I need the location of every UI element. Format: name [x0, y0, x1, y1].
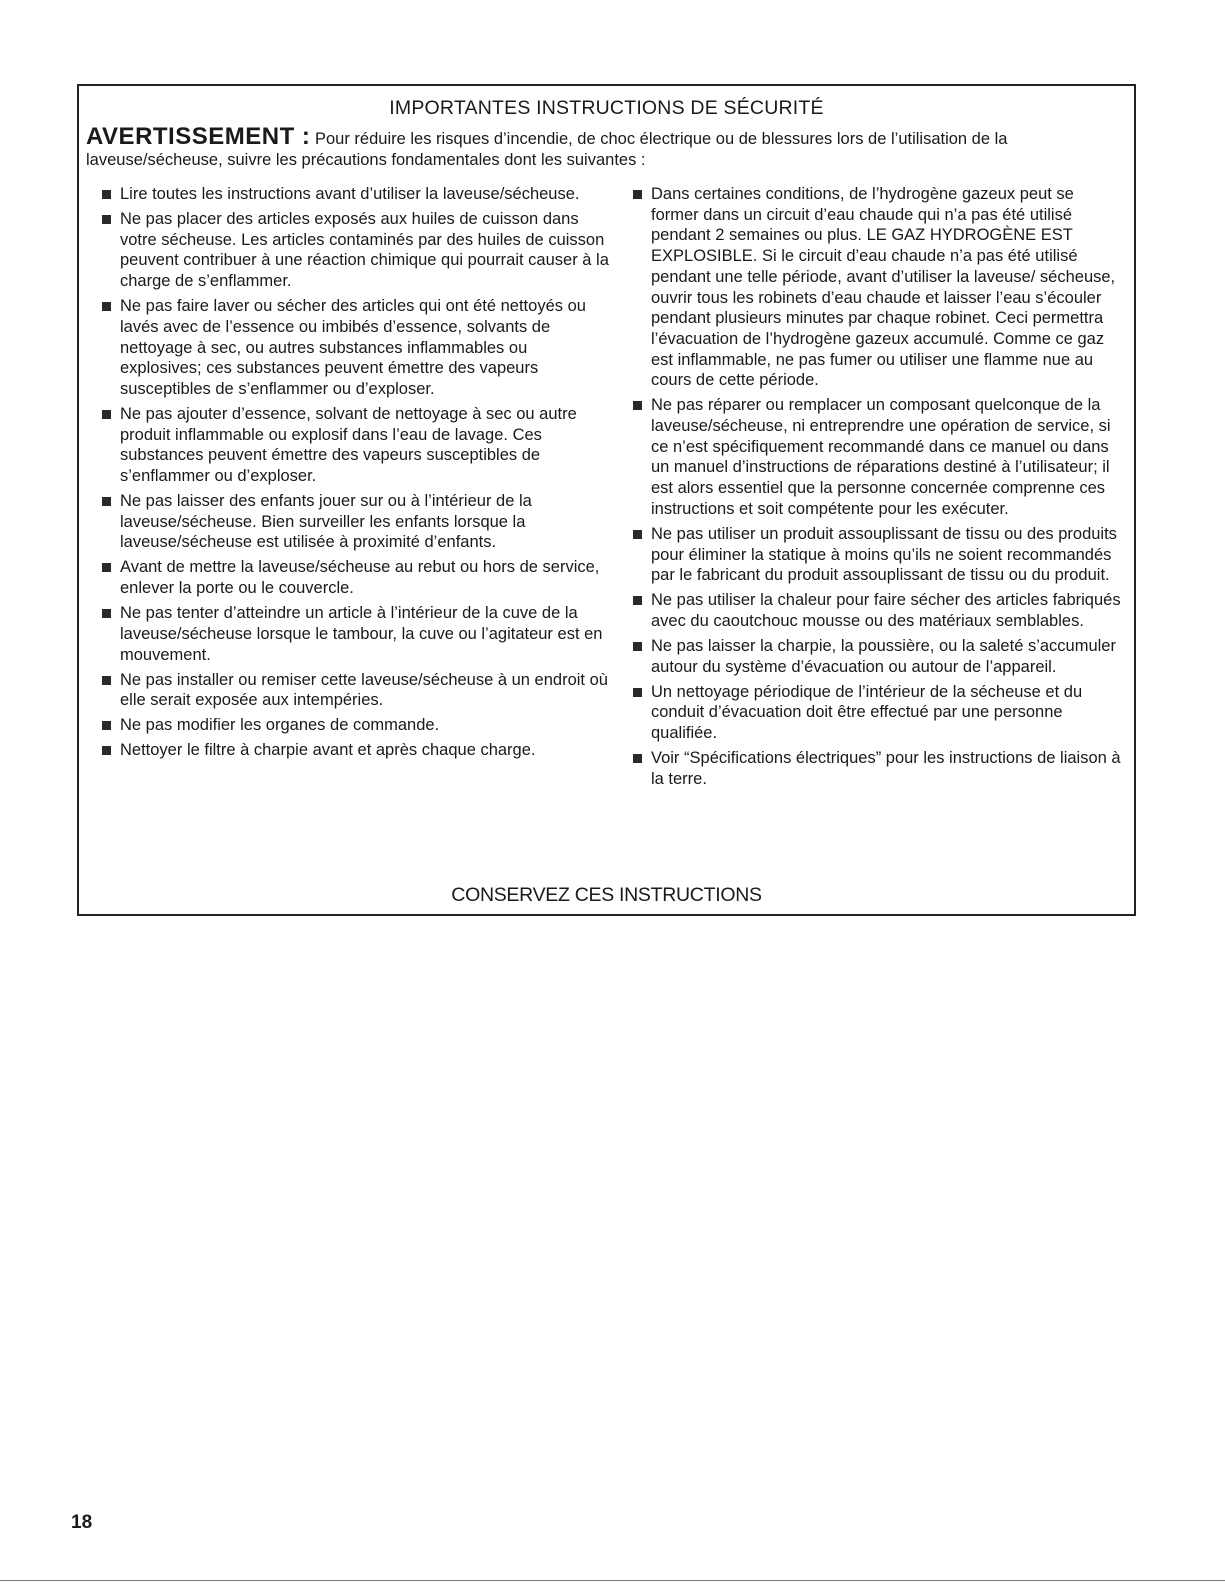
page-bottom-rule	[0, 1580, 1225, 1581]
square-bullet-icon	[102, 190, 111, 199]
list-item-text: Ne pas utiliser un produit assouplissant de tissu ou des produits pour éliminer la statique à moins qu’ils ne soient recommandés par le fabricant du produit assouplissant de tissu ou du produit.	[651, 524, 1117, 585]
list-item	[99, 491, 609, 553]
warning-text: Pour réduire les risques d’incendie, de choc électrique ou de blessures lors de l’utilisation de la laveuse/sécheuse, suivre les précautions fondamentales dont les suivantes :	[86, 130, 1008, 169]
list-item-text: Ne pas ajouter d’essence, solvant de nettoyage à sec ou autre produit inflammable ou explosif dans l’eau de lavage. Ces substances peuvent émettre des vapeurs susceptibles de s’enflammer ou d’exploser.	[120, 404, 577, 486]
square-bullet-icon	[633, 596, 642, 605]
warning-label: AVERTISSEMENT :	[86, 123, 311, 150]
square-bullet-icon	[633, 688, 642, 697]
list-item	[630, 636, 1126, 677]
list-item	[99, 209, 609, 292]
square-bullet-icon	[633, 401, 642, 410]
warning-paragraph	[86, 123, 1114, 171]
list-item	[630, 748, 1126, 789]
list-item-text: Ne pas réparer ou remplacer un composant quelconque de la laveuse/sécheuse, ni entreprendre une opération de service, si ce n’est spécifiquement recommandé dans ce manuel ou dans un manuel d’instructions de réparations destiné à l’utilisateur; il est alors essentiel que la personne concernée comprenne ces instructions et soit compétente pour les exécuter.	[651, 396, 1111, 518]
square-bullet-icon	[633, 754, 642, 763]
list-item	[99, 715, 609, 736]
list-item-text: Ne pas laisser des enfants jouer sur ou à l’intérieur de la laveuse/sécheuse. Bien surveiller les enfants lorsque la laveuse/sécheuse est utilisée à proximité d’enfants.	[120, 492, 532, 552]
safety-instructions-box	[77, 84, 1136, 916]
list-item-text: Avant de mettre la laveuse/sécheuse au rebut ou hors de service, enlever la porte ou le couvercle.	[120, 558, 600, 598]
list-item-text: Ne pas installer ou remiser cette laveuse/sécheuse à un endroit où elle serait exposée aux intempéries.	[120, 670, 608, 710]
square-bullet-icon	[633, 190, 642, 199]
list-item	[99, 404, 609, 487]
square-bullet-icon	[102, 676, 111, 685]
list-item	[99, 603, 609, 665]
list-item-text: Voir “Spécifications électriques” pour les instructions de liaison à la terre.	[651, 749, 1121, 788]
square-bullet-icon	[633, 530, 642, 539]
save-instructions-footer: CONSERVEZ CES INSTRUCTIONS	[451, 884, 762, 906]
square-bullet-icon	[102, 215, 111, 224]
square-bullet-icon	[102, 746, 111, 755]
square-bullet-icon	[102, 721, 111, 730]
square-bullet-icon	[102, 497, 111, 506]
list-item	[99, 557, 609, 598]
left-instruction-list	[99, 184, 609, 765]
square-bullet-icon	[102, 563, 111, 572]
square-bullet-icon	[633, 642, 642, 651]
list-item	[630, 184, 1126, 391]
list-item-text: Ne pas utiliser la chaleur pour faire sécher des articles fabriqués avec du caoutchouc mousse ou des matériaux semblables.	[651, 591, 1121, 630]
page-number: 18	[71, 1512, 93, 1533]
list-item-text: Ne pas tenter d’atteindre un article à l’intérieur de la cuve de la laveuse/sécheuse lorsque le tambour, la cuve ou l’agitateur est en mouvement.	[120, 604, 603, 664]
list-item	[99, 740, 609, 761]
list-item-text: Ne pas modifier les organes de commande.	[120, 716, 440, 735]
list-item	[99, 184, 609, 205]
list-item	[630, 395, 1126, 519]
list-item-text: Ne pas faire laver ou sécher des articles qui ont été nettoyés ou lavés avec de l’essence ou imbibés d’essence, solvants de nettoyage à sec, ou autres substances inflammables ou explosives; ces substances peuvent émettre des vapeurs susceptibles de s’enflammer ou d’exploser.	[120, 297, 586, 398]
list-item	[99, 296, 609, 400]
list-item-text: Un nettoyage périodique de l’intérieur de la sécheuse et du conduit d’évacuation doit être effectué par une personne qualifiée.	[651, 682, 1083, 743]
list-item-text: Nettoyer le filtre à charpie avant et après chaque charge.	[120, 741, 536, 760]
list-item-text: Lire toutes les instructions avant d’utiliser la laveuse/sécheuse.	[120, 185, 580, 203]
safety-title: IMPORTANTES INSTRUCTIONS DE SÉCURITÉ	[389, 97, 824, 119]
right-instruction-list	[630, 184, 1126, 794]
square-bullet-icon	[102, 410, 111, 419]
square-bullet-icon	[102, 609, 111, 618]
list-item	[630, 524, 1126, 586]
list-item-text: Ne pas placer des articles exposés aux huiles de cuisson dans votre sécheuse. Les articles contaminés par des huiles de cuisson peuvent contribuer à une réaction chimique qui pourrait causer à la charge de s’enflammer.	[120, 210, 609, 291]
list-item	[99, 670, 609, 711]
list-item-text: Dans certaines conditions, de l’hydrogène gazeux peut se former dans un circuit d’eau chaude qui n’a pas été utilisé pendant 2 semaines ou plus. LE GAZ HYDROGÈNE EST EXPLOSIBLE. Si le circuit d’eau chaude n’a pas été utilisé pendant une telle période, avant d’utiliser la laveuse/ sécheuse, ouvrir tous les robinets d’eau chaude et laisser l’eau s’écouler pendant plusieurs minutes par chaque robinet. Ceci permettra l’évacuation de l’hydrogène gazeux accumulé. Comme ce gaz est inflammable, ne pas fumer ou utiliser une flamme nue au cours de cette période.	[651, 185, 1116, 390]
square-bullet-icon	[102, 302, 111, 311]
list-item	[630, 682, 1126, 744]
list-item	[630, 590, 1126, 631]
list-item-text: Ne pas laisser la charpie, la poussière, ou la saleté s’accumuler autour du système d’évacuation ou autour de l’appareil.	[651, 636, 1116, 676]
